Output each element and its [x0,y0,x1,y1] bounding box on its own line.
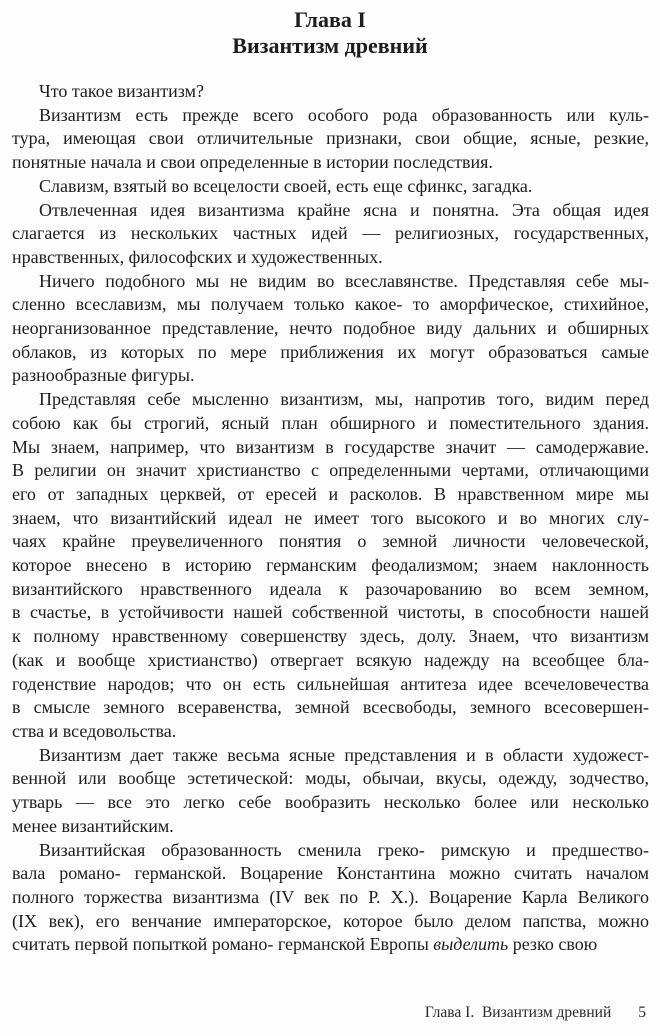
text-line: менее византийским. [12,815,174,836]
page-number: 5 [638,1004,646,1021]
text-line: Византизм дает также весьма ясные представления и в области художест- [39,744,649,765]
text-line: слагается из нескольких частных идей — религиозных, государственных, [12,223,649,244]
text-line: неорганизованное представление, нечто подобное виду дальних и обширных [12,318,649,339]
text-line: утварь — все это легко себе вообразить несколько более или несколько [12,792,649,813]
text-line: облаков, из которых по мере приближения их могут образоваться самые [12,341,649,362]
chapter-heading [0,7,660,59]
text-line: которое внесено в историю германским феодализмом; знаем наклонность [12,555,649,576]
text-line: знаем, что византийский идеал не имеет того высокого и во многих слу- [12,507,649,528]
text-line: к полному нравственному совершенству здесь, долу. Знаем, что византизм [12,626,649,647]
text-line: нравственных, философских и художественных. [12,246,383,267]
text-line: Славизм, взятый во всецелости своей, есть еще сфинкс, загадка. [39,175,533,196]
chapter-label: Глава I [294,7,366,32]
text-line: Представляя себе мысленно византизм, мы, напротив того, видим перед [39,389,649,410]
text-line: Византизм есть прежде всего особого рода образованность или куль- [39,104,649,125]
text-line: В религии он значит христианство с определенными чертами, отличающими [12,460,649,481]
text-line: полного торжества византизма (IV век по Р. Х.). Воцарение Карла Великого [12,886,649,907]
text-line: Мы знаем, например, что византизм в государстве значит — самодержавие. [12,436,649,457]
text-line: (IX век), его венчание императорское, которое было делом папства, можно [12,910,649,931]
text-line: Отвлеченная идея византизма крайне ясна и понятна. Эта общая идея [39,199,649,220]
text-line: его от западных церквей, от ересей и расколов. В нравственном мире мы [12,483,649,504]
text-line: ства и вседовольства. [12,720,177,741]
text-line: собою как бы строгий, ясный план обширного и поместительного здания. [12,412,649,433]
text-line: (как и вообще христианство) отвергает всякую надежду на всеобщее бла- [12,649,649,670]
chapter-title: Византизм древний [232,33,428,58]
text-line: считать первой попыткой романо- германской Европы выделить резко свою [12,934,598,955]
text-line: Что такое византизм? [39,81,205,101]
italic-text: выделить [433,934,509,955]
body-text [12,80,649,957]
text-line: понятные начала и свои определенные в истории последствия. [12,152,493,173]
text-line: тура, имеющая свои отличительные признаки, свои общие, ясные, резкие, [12,128,649,149]
text-line: венной или вообще эстетической: моды, обычаи, вкусы, одежду, зодчество, [12,768,649,789]
text-line: чаях крайне преувеличенного понятия о земной личности человеческой, [12,531,649,552]
page-footer [12,1003,646,1023]
text-line: Ничего подобного мы не видим во всеславянстве. Представляя себе мы- [39,270,649,291]
text-line: вала романо- германской. Воцарение Константина можно считать началом [12,863,649,884]
text-line: византийского нравственного идеала к разочарованию во всем земном, [12,578,649,599]
text-line: разнообразные фигуры. [12,365,195,386]
text-line: в счастье, в устойчивости нашей собственной чистоты, в способности нашей [12,602,649,623]
text-line: в смысле земного всеравенства, земной всесвободы, земного всесовершен- [12,697,649,718]
text-line: годенствие народов; что он есть сильнейшая антитеза идее всечеловечества [12,673,649,694]
text-line: Византийская образованность сменила греко- римскую и предшество- [39,839,649,860]
text-line: сленно всеславизм, мы получаем только какое- то аморфическое, стихийное, [12,294,649,315]
running-title: Глава I. Византизм древний [424,1004,612,1021]
